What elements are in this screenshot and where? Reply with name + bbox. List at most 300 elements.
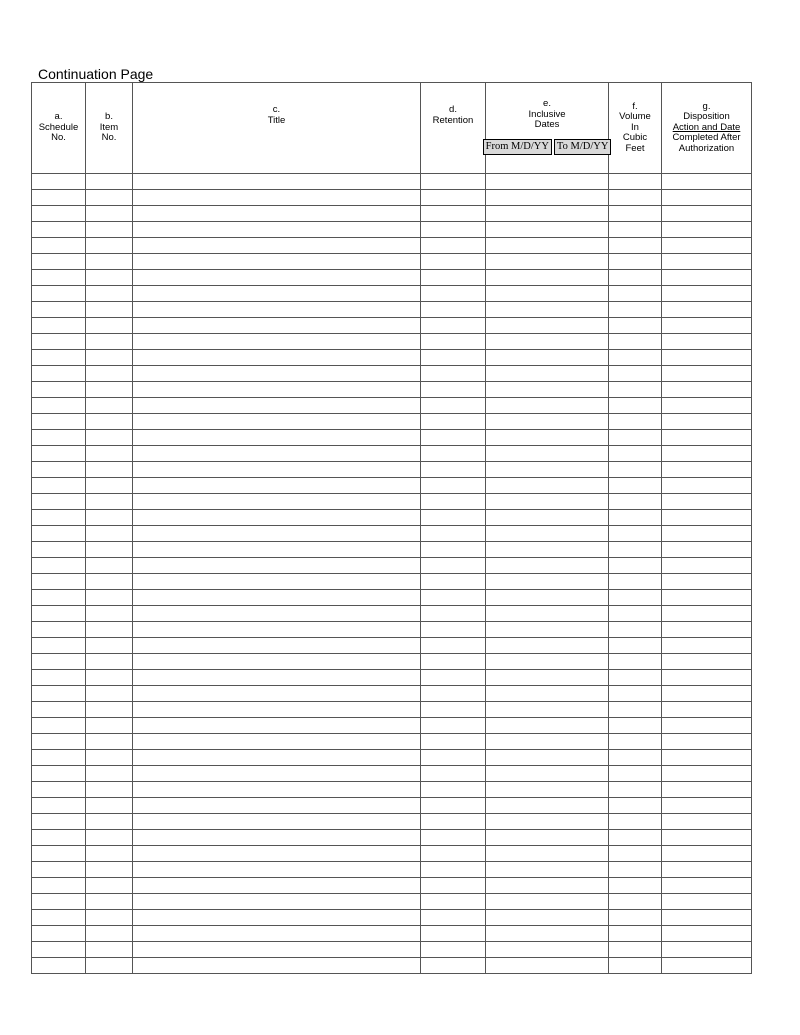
cell-e[interactable] bbox=[486, 366, 609, 382]
cell-e[interactable] bbox=[486, 398, 609, 414]
cell-e[interactable] bbox=[486, 766, 609, 782]
cell-a[interactable] bbox=[32, 910, 86, 926]
cell-c[interactable] bbox=[133, 206, 421, 222]
cell-c[interactable] bbox=[133, 590, 421, 606]
cell-a[interactable] bbox=[32, 302, 86, 318]
cell-c[interactable] bbox=[133, 462, 421, 478]
cell-f[interactable] bbox=[609, 558, 662, 574]
cell-a[interactable] bbox=[32, 254, 86, 270]
cell-c[interactable] bbox=[133, 542, 421, 558]
cell-g[interactable] bbox=[662, 414, 752, 430]
cell-f[interactable] bbox=[609, 318, 662, 334]
cell-f[interactable] bbox=[609, 462, 662, 478]
cell-f[interactable] bbox=[609, 750, 662, 766]
cell-a[interactable] bbox=[32, 174, 86, 190]
cell-c[interactable] bbox=[133, 606, 421, 622]
cell-d[interactable] bbox=[421, 414, 486, 430]
cell-d[interactable] bbox=[421, 222, 486, 238]
cell-g[interactable] bbox=[662, 398, 752, 414]
cell-g[interactable] bbox=[662, 350, 752, 366]
cell-c[interactable] bbox=[133, 398, 421, 414]
cell-b[interactable] bbox=[86, 878, 133, 894]
cell-a[interactable] bbox=[32, 318, 86, 334]
cell-e[interactable] bbox=[486, 542, 609, 558]
cell-f[interactable] bbox=[609, 574, 662, 590]
cell-c[interactable] bbox=[133, 878, 421, 894]
cell-c[interactable] bbox=[133, 318, 421, 334]
cell-c[interactable] bbox=[133, 350, 421, 366]
cell-f[interactable] bbox=[609, 878, 662, 894]
cell-g[interactable] bbox=[662, 334, 752, 350]
cell-a[interactable] bbox=[32, 622, 86, 638]
cell-d[interactable] bbox=[421, 734, 486, 750]
cell-b[interactable] bbox=[86, 270, 133, 286]
cell-e[interactable] bbox=[486, 734, 609, 750]
cell-g[interactable] bbox=[662, 654, 752, 670]
cell-e[interactable] bbox=[486, 206, 609, 222]
cell-g[interactable] bbox=[662, 190, 752, 206]
cell-b[interactable] bbox=[86, 718, 133, 734]
cell-c[interactable] bbox=[133, 254, 421, 270]
cell-f[interactable] bbox=[609, 222, 662, 238]
cell-a[interactable] bbox=[32, 750, 86, 766]
cell-e[interactable] bbox=[486, 494, 609, 510]
cell-c[interactable] bbox=[133, 638, 421, 654]
cell-f[interactable] bbox=[609, 542, 662, 558]
cell-f[interactable] bbox=[609, 414, 662, 430]
cell-f[interactable] bbox=[609, 526, 662, 542]
cell-f[interactable] bbox=[609, 446, 662, 462]
cell-f[interactable] bbox=[609, 686, 662, 702]
cell-d[interactable] bbox=[421, 782, 486, 798]
cell-a[interactable] bbox=[32, 606, 86, 622]
cell-c[interactable] bbox=[133, 382, 421, 398]
cell-c[interactable] bbox=[133, 830, 421, 846]
cell-d[interactable] bbox=[421, 942, 486, 958]
cell-e[interactable] bbox=[486, 526, 609, 542]
cell-g[interactable] bbox=[662, 542, 752, 558]
cell-a[interactable] bbox=[32, 238, 86, 254]
cell-b[interactable] bbox=[86, 958, 133, 974]
cell-e[interactable] bbox=[486, 686, 609, 702]
cell-b[interactable] bbox=[86, 558, 133, 574]
cell-b[interactable] bbox=[86, 318, 133, 334]
cell-g[interactable] bbox=[662, 622, 752, 638]
cell-d[interactable] bbox=[421, 766, 486, 782]
cell-d[interactable] bbox=[421, 526, 486, 542]
cell-a[interactable] bbox=[32, 494, 86, 510]
cell-d[interactable] bbox=[421, 446, 486, 462]
cell-d[interactable] bbox=[421, 926, 486, 942]
cell-g[interactable] bbox=[662, 206, 752, 222]
cell-g[interactable] bbox=[662, 494, 752, 510]
cell-d[interactable] bbox=[421, 174, 486, 190]
cell-d[interactable] bbox=[421, 366, 486, 382]
cell-d[interactable] bbox=[421, 670, 486, 686]
cell-b[interactable] bbox=[86, 334, 133, 350]
cell-f[interactable] bbox=[609, 702, 662, 718]
cell-f[interactable] bbox=[609, 798, 662, 814]
cell-d[interactable] bbox=[421, 494, 486, 510]
cell-a[interactable] bbox=[32, 782, 86, 798]
cell-c[interactable] bbox=[133, 798, 421, 814]
cell-d[interactable] bbox=[421, 302, 486, 318]
cell-d[interactable] bbox=[421, 254, 486, 270]
cell-f[interactable] bbox=[609, 398, 662, 414]
cell-f[interactable] bbox=[609, 334, 662, 350]
cell-b[interactable] bbox=[86, 622, 133, 638]
cell-f[interactable] bbox=[609, 814, 662, 830]
cell-e[interactable] bbox=[486, 190, 609, 206]
cell-d[interactable] bbox=[421, 862, 486, 878]
cell-d[interactable] bbox=[421, 846, 486, 862]
cell-c[interactable] bbox=[133, 958, 421, 974]
cell-b[interactable] bbox=[86, 846, 133, 862]
cell-f[interactable] bbox=[609, 910, 662, 926]
cell-a[interactable] bbox=[32, 718, 86, 734]
cell-b[interactable] bbox=[86, 798, 133, 814]
cell-g[interactable] bbox=[662, 686, 752, 702]
cell-b[interactable] bbox=[86, 862, 133, 878]
cell-d[interactable] bbox=[421, 894, 486, 910]
cell-f[interactable] bbox=[609, 958, 662, 974]
cell-g[interactable] bbox=[662, 910, 752, 926]
cell-c[interactable] bbox=[133, 894, 421, 910]
cell-d[interactable] bbox=[421, 910, 486, 926]
cell-a[interactable] bbox=[32, 702, 86, 718]
cell-b[interactable] bbox=[86, 766, 133, 782]
cell-b[interactable] bbox=[86, 606, 133, 622]
cell-g[interactable] bbox=[662, 478, 752, 494]
cell-a[interactable] bbox=[32, 414, 86, 430]
cell-a[interactable] bbox=[32, 190, 86, 206]
cell-a[interactable] bbox=[32, 654, 86, 670]
cell-f[interactable] bbox=[609, 654, 662, 670]
cell-a[interactable] bbox=[32, 430, 86, 446]
cell-a[interactable] bbox=[32, 446, 86, 462]
cell-a[interactable] bbox=[32, 638, 86, 654]
cell-a[interactable] bbox=[32, 270, 86, 286]
cell-d[interactable] bbox=[421, 206, 486, 222]
cell-e[interactable] bbox=[486, 238, 609, 254]
cell-g[interactable] bbox=[662, 574, 752, 590]
cell-b[interactable] bbox=[86, 926, 133, 942]
cell-f[interactable] bbox=[609, 238, 662, 254]
cell-f[interactable] bbox=[609, 926, 662, 942]
cell-c[interactable] bbox=[133, 190, 421, 206]
cell-e[interactable] bbox=[486, 894, 609, 910]
cell-g[interactable] bbox=[662, 238, 752, 254]
cell-b[interactable] bbox=[86, 238, 133, 254]
cell-g[interactable] bbox=[662, 878, 752, 894]
cell-e[interactable] bbox=[486, 446, 609, 462]
cell-g[interactable] bbox=[662, 526, 752, 542]
cell-c[interactable] bbox=[133, 766, 421, 782]
cell-e[interactable] bbox=[486, 606, 609, 622]
cell-g[interactable] bbox=[662, 558, 752, 574]
cell-d[interactable] bbox=[421, 542, 486, 558]
cell-b[interactable] bbox=[86, 590, 133, 606]
cell-e[interactable] bbox=[486, 382, 609, 398]
cell-f[interactable] bbox=[609, 782, 662, 798]
cell-a[interactable] bbox=[32, 526, 86, 542]
cell-f[interactable] bbox=[609, 206, 662, 222]
cell-a[interactable] bbox=[32, 766, 86, 782]
cell-c[interactable] bbox=[133, 558, 421, 574]
cell-e[interactable] bbox=[486, 830, 609, 846]
cell-b[interactable] bbox=[86, 782, 133, 798]
cell-b[interactable] bbox=[86, 526, 133, 542]
cell-g[interactable] bbox=[662, 174, 752, 190]
cell-c[interactable] bbox=[133, 942, 421, 958]
cell-e[interactable] bbox=[486, 222, 609, 238]
cell-d[interactable] bbox=[421, 558, 486, 574]
cell-b[interactable] bbox=[86, 446, 133, 462]
cell-g[interactable] bbox=[662, 782, 752, 798]
cell-d[interactable] bbox=[421, 702, 486, 718]
cell-b[interactable] bbox=[86, 638, 133, 654]
cell-d[interactable] bbox=[421, 686, 486, 702]
cell-d[interactable] bbox=[421, 510, 486, 526]
cell-d[interactable] bbox=[421, 798, 486, 814]
cell-c[interactable] bbox=[133, 846, 421, 862]
cell-b[interactable] bbox=[86, 894, 133, 910]
cell-c[interactable] bbox=[133, 862, 421, 878]
cell-e[interactable] bbox=[486, 750, 609, 766]
cell-c[interactable] bbox=[133, 174, 421, 190]
cell-b[interactable] bbox=[86, 734, 133, 750]
cell-e[interactable] bbox=[486, 654, 609, 670]
cell-e[interactable] bbox=[486, 862, 609, 878]
cell-f[interactable] bbox=[609, 670, 662, 686]
cell-f[interactable] bbox=[609, 718, 662, 734]
cell-d[interactable] bbox=[421, 654, 486, 670]
cell-e[interactable] bbox=[486, 302, 609, 318]
cell-a[interactable] bbox=[32, 814, 86, 830]
cell-a[interactable] bbox=[32, 942, 86, 958]
cell-e[interactable] bbox=[486, 782, 609, 798]
cell-e[interactable] bbox=[486, 638, 609, 654]
cell-b[interactable] bbox=[86, 686, 133, 702]
cell-d[interactable] bbox=[421, 286, 486, 302]
cell-a[interactable] bbox=[32, 478, 86, 494]
cell-f[interactable] bbox=[609, 638, 662, 654]
cell-e[interactable] bbox=[486, 622, 609, 638]
cell-c[interactable] bbox=[133, 510, 421, 526]
cell-a[interactable] bbox=[32, 894, 86, 910]
cell-d[interactable] bbox=[421, 814, 486, 830]
cell-g[interactable] bbox=[662, 894, 752, 910]
cell-g[interactable] bbox=[662, 702, 752, 718]
cell-f[interactable] bbox=[609, 510, 662, 526]
cell-e[interactable] bbox=[486, 414, 609, 430]
cell-e[interactable] bbox=[486, 846, 609, 862]
cell-c[interactable] bbox=[133, 702, 421, 718]
cell-a[interactable] bbox=[32, 542, 86, 558]
cell-a[interactable] bbox=[32, 350, 86, 366]
cell-g[interactable] bbox=[662, 446, 752, 462]
cell-e[interactable] bbox=[486, 558, 609, 574]
cell-g[interactable] bbox=[662, 366, 752, 382]
cell-g[interactable] bbox=[662, 814, 752, 830]
cell-g[interactable] bbox=[662, 606, 752, 622]
cell-e[interactable] bbox=[486, 286, 609, 302]
cell-b[interactable] bbox=[86, 750, 133, 766]
cell-g[interactable] bbox=[662, 734, 752, 750]
cell-b[interactable] bbox=[86, 510, 133, 526]
cell-c[interactable] bbox=[133, 718, 421, 734]
cell-c[interactable] bbox=[133, 430, 421, 446]
cell-c[interactable] bbox=[133, 782, 421, 798]
cell-b[interactable] bbox=[86, 430, 133, 446]
cell-a[interactable] bbox=[32, 334, 86, 350]
cell-a[interactable] bbox=[32, 510, 86, 526]
cell-d[interactable] bbox=[421, 622, 486, 638]
cell-a[interactable] bbox=[32, 878, 86, 894]
cell-g[interactable] bbox=[662, 830, 752, 846]
cell-d[interactable] bbox=[421, 382, 486, 398]
cell-f[interactable] bbox=[609, 606, 662, 622]
cell-g[interactable] bbox=[662, 510, 752, 526]
cell-d[interactable] bbox=[421, 190, 486, 206]
cell-g[interactable] bbox=[662, 766, 752, 782]
cell-b[interactable] bbox=[86, 814, 133, 830]
cell-e[interactable] bbox=[486, 814, 609, 830]
cell-d[interactable] bbox=[421, 638, 486, 654]
cell-c[interactable] bbox=[133, 926, 421, 942]
cell-b[interactable] bbox=[86, 350, 133, 366]
cell-b[interactable] bbox=[86, 910, 133, 926]
cell-c[interactable] bbox=[133, 526, 421, 542]
cell-g[interactable] bbox=[662, 942, 752, 958]
cell-g[interactable] bbox=[662, 798, 752, 814]
cell-b[interactable] bbox=[86, 542, 133, 558]
cell-c[interactable] bbox=[133, 654, 421, 670]
cell-f[interactable] bbox=[609, 622, 662, 638]
cell-f[interactable] bbox=[609, 302, 662, 318]
cell-g[interactable] bbox=[662, 270, 752, 286]
cell-e[interactable] bbox=[486, 174, 609, 190]
to-date-field[interactable]: To M/D/YY bbox=[554, 139, 611, 155]
cell-f[interactable] bbox=[609, 894, 662, 910]
cell-d[interactable] bbox=[421, 238, 486, 254]
cell-c[interactable] bbox=[133, 286, 421, 302]
cell-g[interactable] bbox=[662, 670, 752, 686]
cell-d[interactable] bbox=[421, 462, 486, 478]
cell-a[interactable] bbox=[32, 734, 86, 750]
cell-c[interactable] bbox=[133, 478, 421, 494]
cell-b[interactable] bbox=[86, 414, 133, 430]
cell-f[interactable] bbox=[609, 766, 662, 782]
cell-f[interactable] bbox=[609, 190, 662, 206]
cell-g[interactable] bbox=[662, 590, 752, 606]
cell-e[interactable] bbox=[486, 270, 609, 286]
cell-a[interactable] bbox=[32, 830, 86, 846]
cell-e[interactable] bbox=[486, 910, 609, 926]
cell-e[interactable] bbox=[486, 574, 609, 590]
cell-f[interactable] bbox=[609, 382, 662, 398]
cell-b[interactable] bbox=[86, 478, 133, 494]
cell-a[interactable] bbox=[32, 846, 86, 862]
cell-g[interactable] bbox=[662, 718, 752, 734]
cell-c[interactable] bbox=[133, 574, 421, 590]
cell-g[interactable] bbox=[662, 958, 752, 974]
cell-c[interactable] bbox=[133, 222, 421, 238]
cell-f[interactable] bbox=[609, 590, 662, 606]
cell-b[interactable] bbox=[86, 302, 133, 318]
cell-b[interactable] bbox=[86, 494, 133, 510]
cell-e[interactable] bbox=[486, 958, 609, 974]
cell-b[interactable] bbox=[86, 190, 133, 206]
cell-f[interactable] bbox=[609, 174, 662, 190]
cell-e[interactable] bbox=[486, 942, 609, 958]
cell-a[interactable] bbox=[32, 462, 86, 478]
cell-f[interactable] bbox=[609, 286, 662, 302]
cell-g[interactable] bbox=[662, 926, 752, 942]
cell-d[interactable] bbox=[421, 878, 486, 894]
cell-b[interactable] bbox=[86, 222, 133, 238]
cell-e[interactable] bbox=[486, 670, 609, 686]
cell-a[interactable] bbox=[32, 382, 86, 398]
cell-g[interactable] bbox=[662, 846, 752, 862]
cell-a[interactable] bbox=[32, 366, 86, 382]
cell-b[interactable] bbox=[86, 286, 133, 302]
cell-d[interactable] bbox=[421, 350, 486, 366]
cell-e[interactable] bbox=[486, 334, 609, 350]
cell-g[interactable] bbox=[662, 302, 752, 318]
cell-d[interactable] bbox=[421, 334, 486, 350]
cell-g[interactable] bbox=[662, 286, 752, 302]
cell-c[interactable] bbox=[133, 910, 421, 926]
cell-b[interactable] bbox=[86, 670, 133, 686]
cell-a[interactable] bbox=[32, 286, 86, 302]
cell-g[interactable] bbox=[662, 222, 752, 238]
cell-e[interactable] bbox=[486, 350, 609, 366]
cell-e[interactable] bbox=[486, 254, 609, 270]
cell-g[interactable] bbox=[662, 862, 752, 878]
cell-a[interactable] bbox=[32, 558, 86, 574]
cell-e[interactable] bbox=[486, 510, 609, 526]
cell-e[interactable] bbox=[486, 430, 609, 446]
cell-g[interactable] bbox=[662, 750, 752, 766]
cell-e[interactable] bbox=[486, 798, 609, 814]
cell-e[interactable] bbox=[486, 590, 609, 606]
cell-f[interactable] bbox=[609, 734, 662, 750]
cell-a[interactable] bbox=[32, 670, 86, 686]
cell-a[interactable] bbox=[32, 798, 86, 814]
cell-f[interactable] bbox=[609, 942, 662, 958]
cell-c[interactable] bbox=[133, 670, 421, 686]
cell-g[interactable] bbox=[662, 254, 752, 270]
cell-b[interactable] bbox=[86, 702, 133, 718]
cell-f[interactable] bbox=[609, 270, 662, 286]
cell-b[interactable] bbox=[86, 830, 133, 846]
cell-f[interactable] bbox=[609, 830, 662, 846]
cell-c[interactable] bbox=[133, 366, 421, 382]
cell-c[interactable] bbox=[133, 270, 421, 286]
cell-a[interactable] bbox=[32, 686, 86, 702]
cell-d[interactable] bbox=[421, 574, 486, 590]
cell-c[interactable] bbox=[133, 686, 421, 702]
cell-c[interactable] bbox=[133, 238, 421, 254]
cell-g[interactable] bbox=[662, 462, 752, 478]
cell-f[interactable] bbox=[609, 350, 662, 366]
cell-b[interactable] bbox=[86, 254, 133, 270]
cell-d[interactable] bbox=[421, 606, 486, 622]
cell-e[interactable] bbox=[486, 318, 609, 334]
cell-c[interactable] bbox=[133, 622, 421, 638]
cell-d[interactable] bbox=[421, 718, 486, 734]
